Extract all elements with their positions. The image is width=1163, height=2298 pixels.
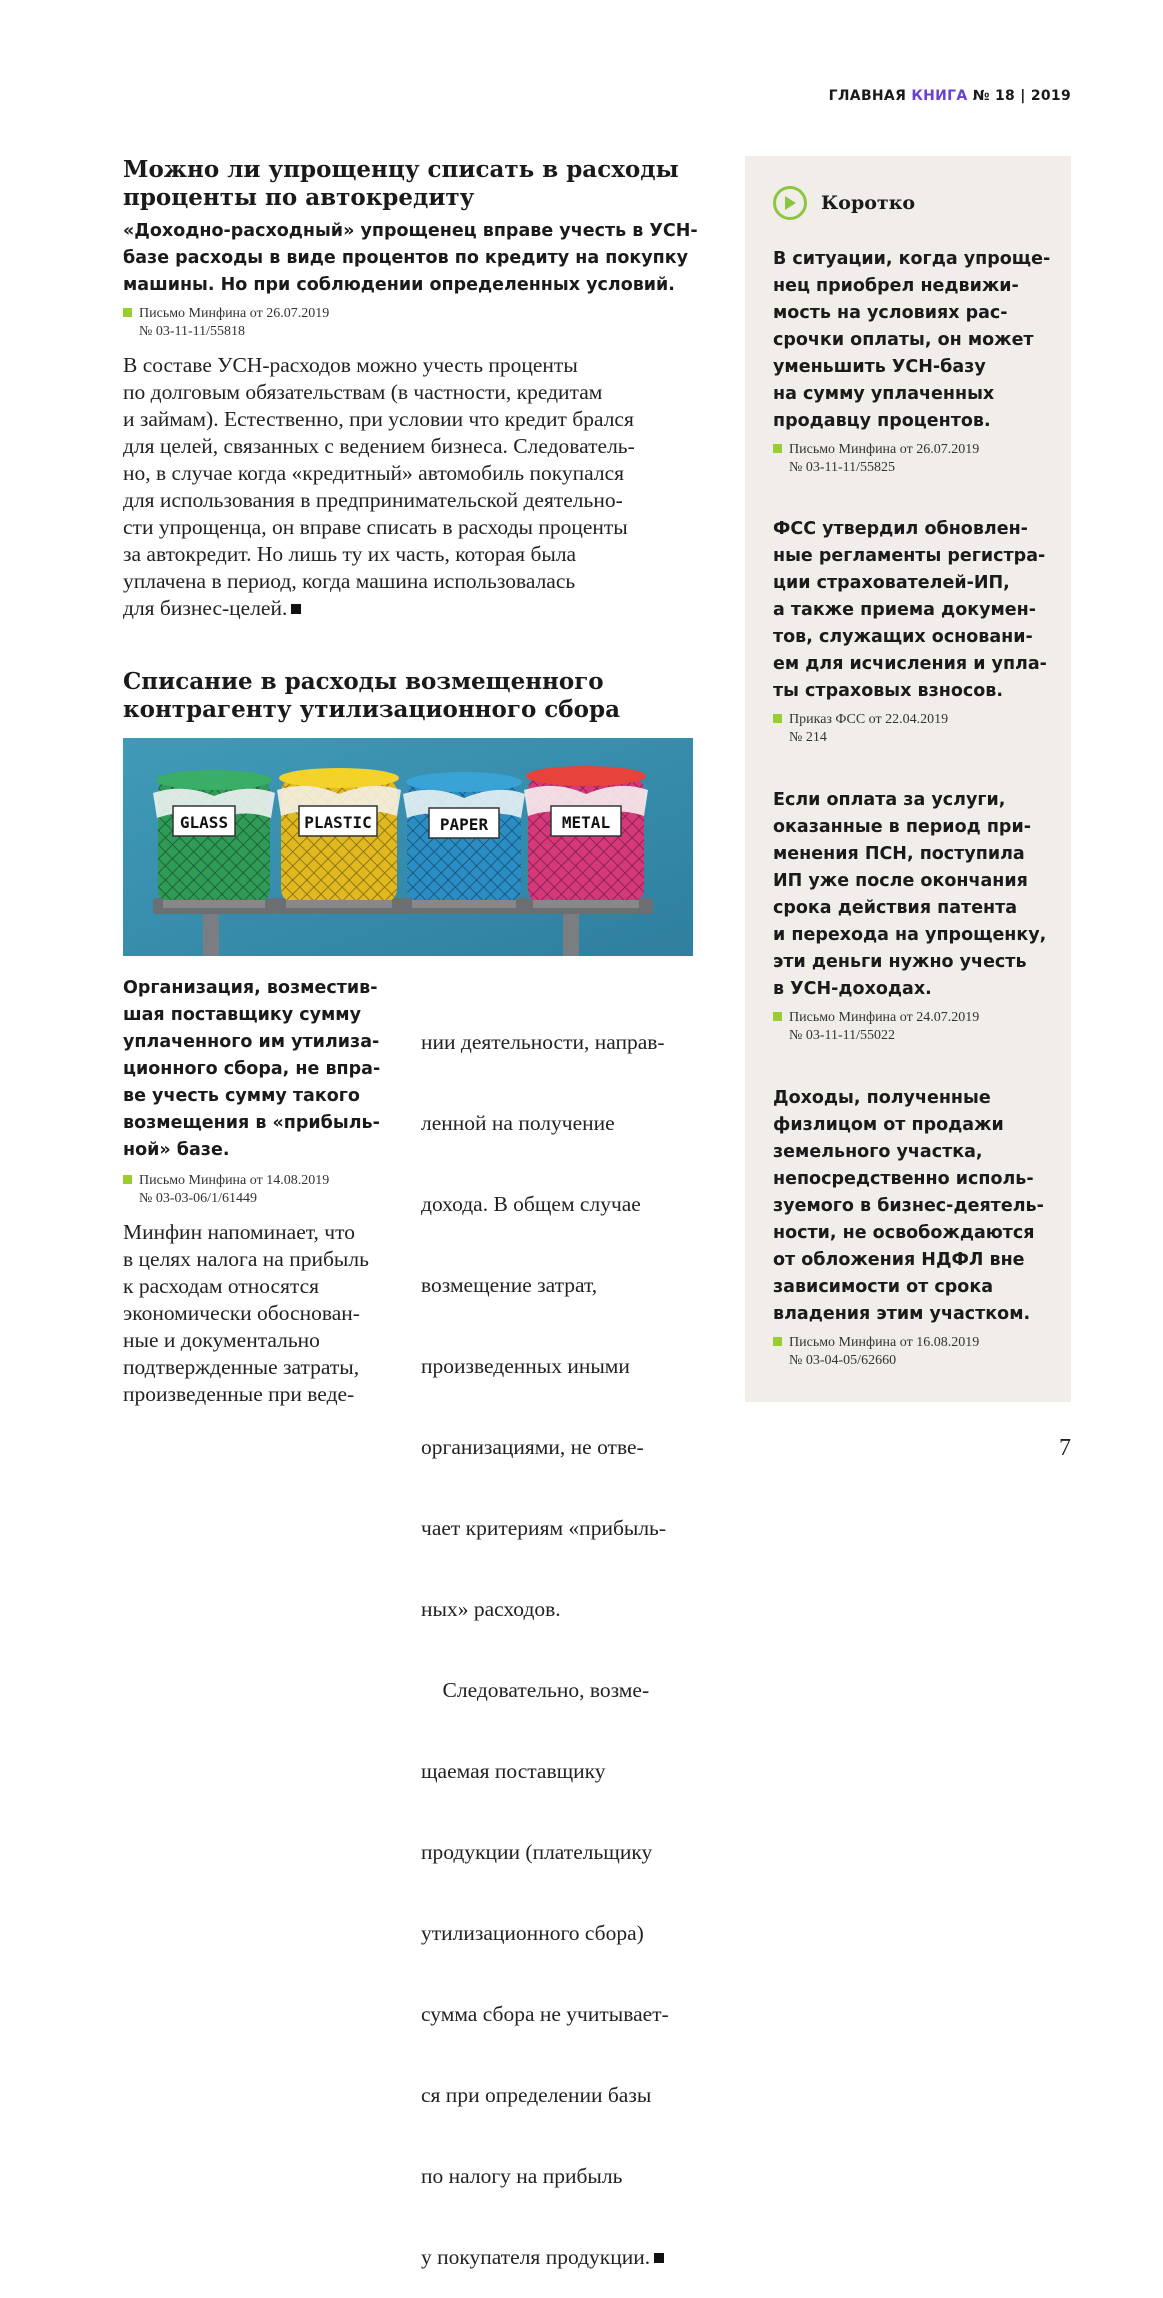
brand-accent: КНИГА [911,88,968,104]
sidebar-item-reference: Приказ ФСС от 22.04.2019 № 214 [773,711,948,747]
sidebar-header [773,186,915,220]
sidebar-item: В ситуации, когда упроще- нец приобрел недвижи- мость на условиях рас- срочки оплаты, он может уменьшить УСН-базу на сумму уплаченных продавцу процентов. [773,249,1051,431]
article2-body-col1: Минфин напоминает, что в целях налога на прибыль к расходам относятся экономически обоснован- ные и документально подтвержденные затраты, произведенные при веде- [123,1220,369,1406]
article2-lead: Организация, возместив- шая поставщику сумму уплаченного им утилиза- ционного сбора, не впра- ве учесть сумму такого возмещения в «прибыль- ной» базе. [123,978,381,1160]
article1-body: В составе УСН-расходов можно учесть проценты по долговым обязательствам (в частности, кредитам и займам). Естественно, при условии что кредит брался для целей, связанных с ведением бизнеса. Следователь- но, в случае когда «кредитный» автомобиль покупался для использования в предпринимательской деятельно- сти упрощенца, он вправе списать в расходы проценты за автокредит. Но лишь ту их часть, которая была уплачена в период, когда машина использовалась для бизнес-целей. [123,353,635,620]
play-icon [773,186,807,220]
bin-label-metal: METAL [561,813,611,832]
sidebar-briefly [745,156,1071,1402]
article1-reference: Письмо Минфина от 26.07.2019 № 03-11-11/55818 [123,305,329,341]
bullet-square-icon [773,444,782,453]
running-header [829,88,1071,104]
bullet-square-icon [123,1175,132,1184]
sidebar-item: ФСС утвердил обновлен- ные регламенты регистра- ции страхователей-ИП, а также приема докумен- тов, служащих основани- ем для исчисления и упла- ты страховых взносов. [773,519,1047,701]
bullet-square-icon [773,1337,782,1346]
sidebar-title: Коротко [821,192,916,214]
article2-body-col2: нии деятельности, направ- ленной на получение дохода. В общем случае возмещение затрат, произведенных иными организациями, не отве- чает критериям «прибыль- ных» расходов. Следовательно, возме- щаемая поставщику продукции (плательщику утилизационного сбора) сумма сбора не учитывает- ся при определении базы по налогу на прибыль у покупателя продукции. [421,1030,669,2269]
article1-title: Можно ли упрощенцу списать в расходы проценты по автокредиту [123,156,679,211]
issue-number: № 18 | 2019 [972,88,1071,104]
article1-lead: «Доходно-расходный» упрощенец вправе учесть в УСН- базе расходы в виде процентов по кредиту на покупку машины. Но при соблюдении определенных условий. [123,221,698,295]
sidebar-item: Если оплата за услуги, оказанные в период при- менения ПСН, поступила ИП уже после окончания срока действия патента и перехода на упрощенку, эти деньги нужно учесть в УСН-доходах. [773,790,1047,999]
end-mark-icon [654,2253,664,2263]
recycling-bins-photo [123,738,693,956]
end-mark-icon [291,604,301,614]
bullet-square-icon [123,308,132,317]
bullet-square-icon [773,1012,782,1021]
bin-label-glass: GLASS [179,813,229,832]
bin-label-plastic: PLASTIC [304,813,372,832]
sidebar-item-reference: Письмо Минфина от 26.07.2019 № 03-11-11/55825 [773,441,979,477]
bullet-square-icon [773,714,782,723]
article2-reference: Письмо Минфина от 14.08.2019 № 03-03-06/1/61449 [123,1172,329,1208]
brand-main: ГЛАВНАЯ [828,88,907,104]
sidebar-item-reference: Письмо Минфина от 24.07.2019 № 03-11-11/55022 [773,1009,979,1045]
bin-label-paper: PAPER [439,815,489,834]
sidebar-item: Доходы, полученные физлицом от продажи земельного участка, непосредственно исполь- зуемого в бизнес-деятель- ности, не освобождаются от обложения НДФЛ вне зависимости от срока владения этим участком. [773,1088,1044,1324]
article2-title: Списание в расходы возмещенного контрагенту утилизационного сбора [123,668,620,723]
sidebar-item-reference: Письмо Минфина от 16.08.2019 № 03-04-05/62660 [773,1334,979,1370]
page-number: 7 [1059,1435,1071,1461]
